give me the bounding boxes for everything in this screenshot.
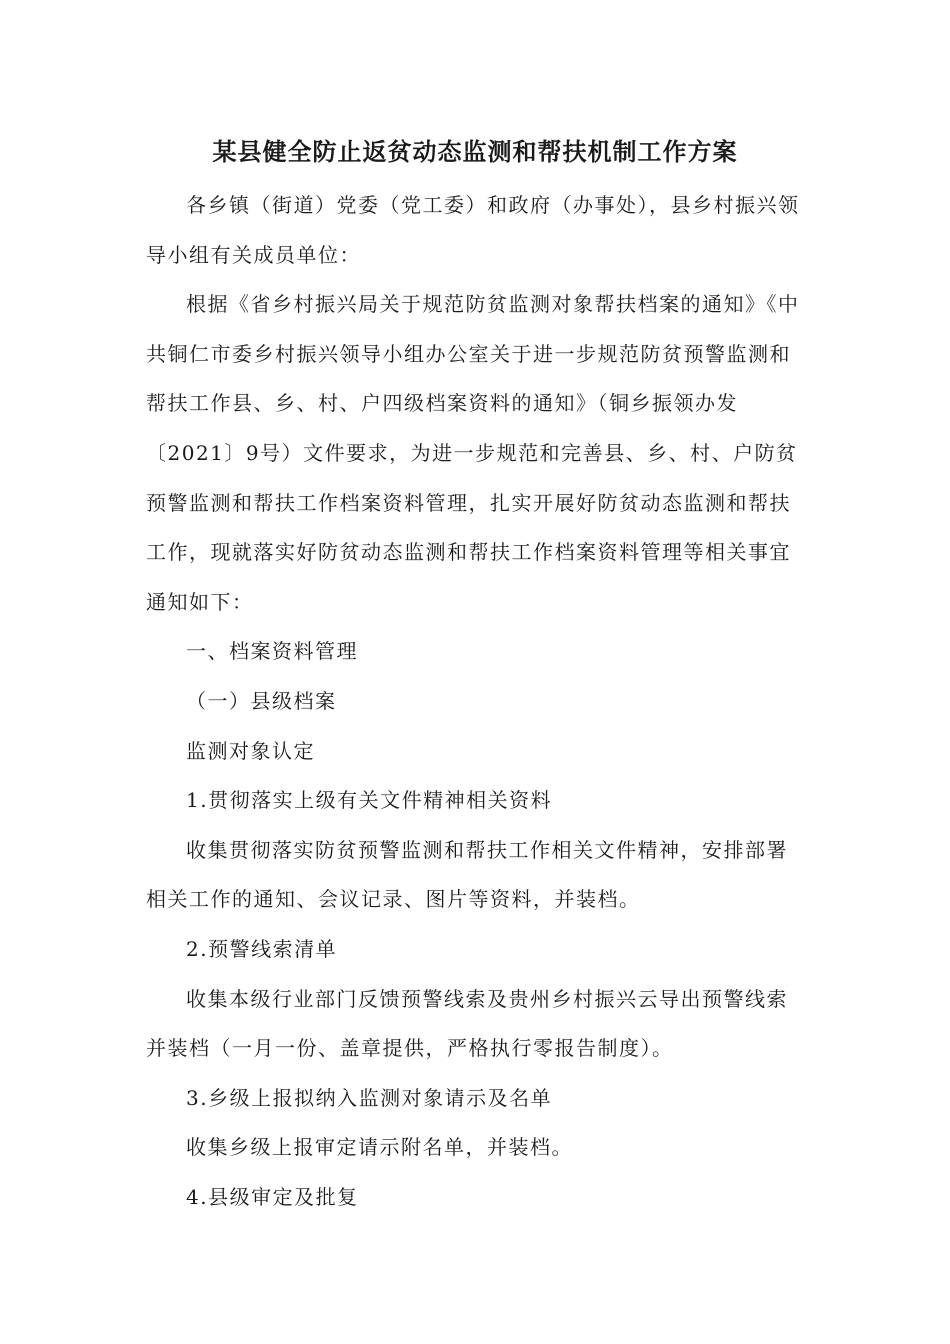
item-1-text: 收集贯彻落实防贫预警监测和帮扶工作相关文件精神，安排部署相关工作的通知、会议记录、图片等资料，并装档。 [146, 837, 788, 912]
document-title: 某县健全防止返贫动态监测和帮扶机制工作方案 [212, 138, 738, 166]
paragraph-basis: 根据《省乡村振兴局关于规范防贫监测对象帮扶档案的通知》《中共铜仁市委乡村振兴领导小组办公室关于进一步规范防贫预警监测和帮扶工作县、乡、村、户四级档案资料的通知》（铜乡振领办发〔2021〕9号）文件要求，为进一步规范和完善县、乡、村、户防贫预警监测和帮扶工作档案资料管理，扎实开展好防贫动态监测和帮扶工作，现就落实好防贫动态监测和帮扶工作档案资料管理等相关事宜通知如下： [146, 292, 800, 614]
item-2-heading: 2.预警线索清单 [186, 936, 338, 961]
document-body [146, 181, 806, 1222]
item-3-text: 收集乡级上报审定请示附名单，并装档。 [186, 1135, 573, 1160]
item-1-heading: 1.贯彻落实上级有关文件精神相关资料 [186, 788, 553, 813]
heading-subsection-county: （一）县级档案 [186, 688, 337, 713]
heading-monitoring-identification: 监测对象认定 [186, 738, 315, 763]
paragraph-addressee: 各乡镇（街道）党委（党工委）和政府（办事处），县乡村振兴领导小组有关成员单位： [146, 193, 800, 267]
item-2-text: 收集本级行业部门反馈预警线索及贵州乡村振兴云导出预警线索并装档（一月一份、盖章提供，严格执行零报告制度）。 [146, 986, 788, 1061]
heading-section-1: 一、档案资料管理 [186, 639, 358, 664]
item-4-heading: 4.县级审定及批复 [186, 1184, 359, 1209]
item-3-heading: 3.乡级上报拟纳入监测对象请示及名单 [186, 1085, 553, 1110]
